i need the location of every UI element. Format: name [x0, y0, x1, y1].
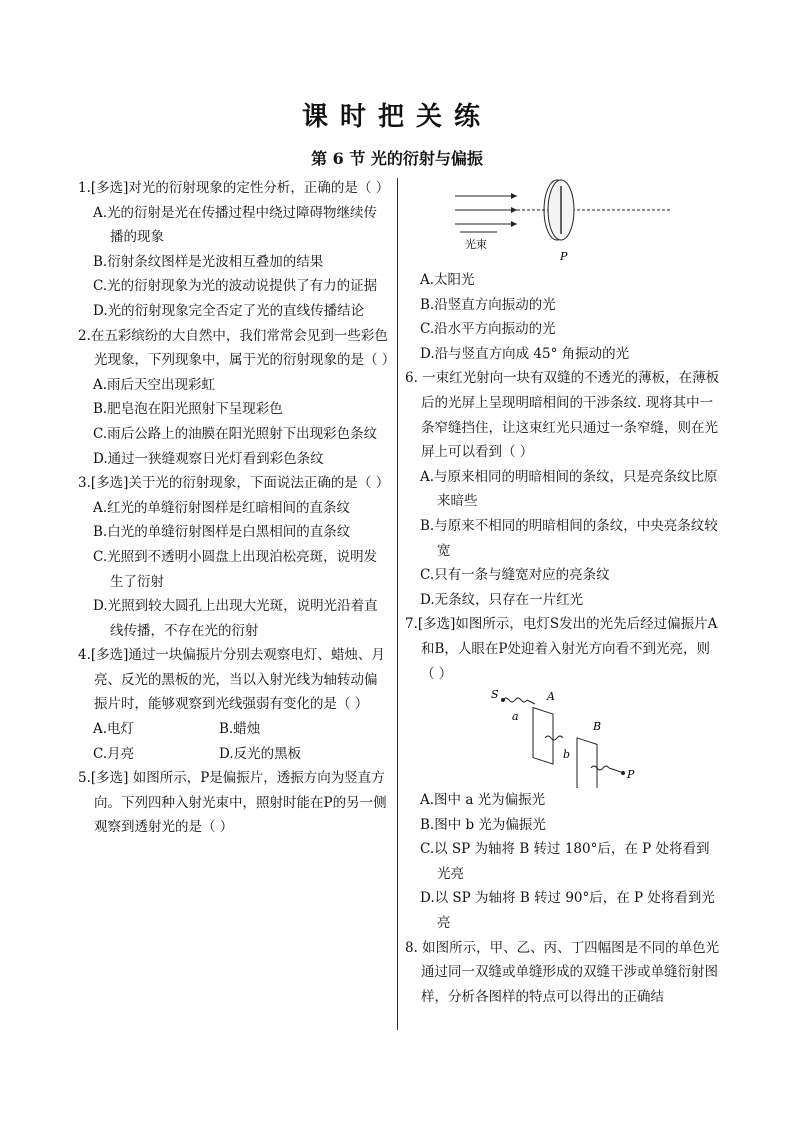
- option-c: C.月亮: [93, 745, 135, 762]
- question-stem: 5.[多选] 如图所示，P是偏振片，透振方向为竖直方向。下列四种入射光束中，照射时能在P的另一侧观察到透射光的是（ ）: [78, 770, 387, 836]
- light-source-dot: [501, 698, 505, 702]
- question-stem: 8. 如图所示，甲、乙、丙、丁四幅图是不同的单色光通过同一双缝或单缝形成的双缝干涉或单缝衍射图样，分析各图样的特点可以得出的正确结: [405, 939, 720, 1005]
- option-b: B.衍射条纹图样是光波相互叠加的结果: [93, 253, 324, 270]
- label-b-upper: B: [593, 720, 602, 734]
- arrow-icon: [511, 207, 517, 213]
- label-a-upper: A: [547, 690, 555, 704]
- beam-label: 光束: [465, 238, 487, 251]
- label-s: S: [491, 688, 499, 702]
- question-stem: 2.在五彩缤纷的大自然中，我们常常会见到一些彩色光现象，下列现象中，属于光的衍射现象的是（ ）: [78, 327, 396, 369]
- label-a-lower: a: [512, 710, 519, 724]
- option-a: A.红光的单缝衍射图样是红暗相间的直条纹: [93, 499, 351, 516]
- two-polarizer-figure: [405, 686, 723, 788]
- wave-line: [545, 736, 563, 740]
- option-a: A.电灯: [93, 721, 135, 738]
- option-d: D.通过一狭缝观察日光灯看到彩色条纹: [93, 450, 324, 467]
- question-1: [78, 176, 390, 324]
- option-d: D.反光的黑板: [219, 745, 302, 762]
- option-row: [78, 742, 390, 767]
- option-c: C.光的衍射现象为光的波动说提供了有力的证据: [93, 278, 378, 295]
- wave-line: [503, 698, 527, 702]
- label-p: P: [627, 768, 635, 782]
- question-2: [78, 324, 396, 472]
- option-c: C.只有一条与缝宽对应的亮条纹: [420, 567, 610, 584]
- arrow-icon: [511, 193, 517, 199]
- option-b: B.蜡烛: [219, 721, 261, 738]
- right-column: [405, 176, 723, 1009]
- option-b: B.肥皂泡在阳光照射下呈现彩色: [93, 401, 283, 418]
- option-b: B.图中 b 光为偏振光: [420, 816, 546, 833]
- label-b-lower: b: [563, 748, 571, 762]
- option-a: A.光的衍射是光在传播过程中绕过障碍物继续传播的现象: [93, 204, 378, 246]
- question-8: [405, 936, 723, 1010]
- option-c: C.雨后公路上的油膜在阳光照射下出现彩色条纹: [93, 425, 378, 442]
- question-5: [78, 766, 390, 840]
- question-stem: 3.[多选]关于光的衍射现象，下面说法正确的是（ ）: [78, 475, 390, 492]
- question-stem: 1.[多选]对光的衍射现象的定性分析，正确的是（ ）: [78, 180, 390, 196]
- polarizer-a: [533, 708, 553, 764]
- question-stem: 6. 一束红光射向一块有双缝的不透光的薄板，在薄板后的光屏上呈现明暗相间的干涉条纹. 现将其中一条窄缝挡住，让这束红光只通过一条窄缝，则在光屏上可以看到（ ）: [405, 370, 720, 461]
- option-d: D.无条纹，只存在一片红光: [420, 591, 584, 608]
- option-d: D.光照到较大圆孔上出现大光斑，说明光沿着直线传播，不存在光的衍射: [93, 598, 378, 639]
- question-stem: 7.[多选]如图所示，电灯S发出的光先后经过偏振片A和B，人眼在P处迎着入射光方向看不到光亮，则（ ）: [405, 616, 718, 682]
- polarizer-b: [577, 738, 597, 788]
- question-7: [405, 612, 723, 935]
- option-c: C.沿水平方向振动的光: [420, 321, 556, 338]
- polarizer-figure: [405, 176, 723, 268]
- wave-line: [591, 766, 609, 770]
- option-b: B.与原来不相同的明暗相间的条纹，中央亮条纹较宽: [420, 517, 718, 559]
- page-title: 课时把关练: [301, 102, 492, 132]
- option-a: A.太阳光: [420, 272, 475, 288]
- left-column: [78, 176, 396, 840]
- option-row: [78, 717, 390, 742]
- eye-point-dot: [621, 771, 625, 775]
- option-b: B.白光的单缝衍射图样是白黑相间的直条纹: [93, 524, 351, 541]
- arrow-icon: [511, 221, 517, 227]
- polarizer-label: P: [560, 250, 568, 263]
- option-a: A.雨后天空出现彩虹: [93, 376, 216, 393]
- option-d: D.以 SP 为轴将 B 转过 90°后，在 P 处将看到光亮: [420, 890, 715, 932]
- column-divider: [397, 178, 398, 1030]
- question-4: [78, 643, 390, 766]
- question-5-options: [405, 268, 723, 366]
- question-3: [78, 471, 390, 643]
- option-a: A.与原来相同的明暗相间的条纹，只是亮条纹比原来暗些: [420, 468, 718, 510]
- option-d: D.光的衍射现象完全否定了光的直线传播结论: [93, 302, 365, 319]
- option-c: C.以 SP 为轴将 B 转过 180°后，在 P 处将看到光亮: [420, 841, 710, 882]
- option-a: A.图中 a 光为偏振光: [420, 792, 546, 809]
- question-stem: 4.[多选]通过一块偏振片分别去观察电灯、蜡烛、月亮、反光的黑板的光，当以入射光线为轴转动偏振片时，能够观察到光线强弱有变化的是（ ）: [78, 647, 385, 713]
- option-b: B.沿竖直方向振动的光: [420, 296, 556, 313]
- question-6: [405, 366, 723, 612]
- option-d: D.沿与竖直方向成 45° 角振动的光: [420, 345, 630, 362]
- option-c: C.光照到不透明小圆盘上出现泊松亮斑，说明发生了衍射: [93, 548, 378, 590]
- section-subtitle: 第 6 节 光的衍射与偏振: [311, 149, 483, 168]
